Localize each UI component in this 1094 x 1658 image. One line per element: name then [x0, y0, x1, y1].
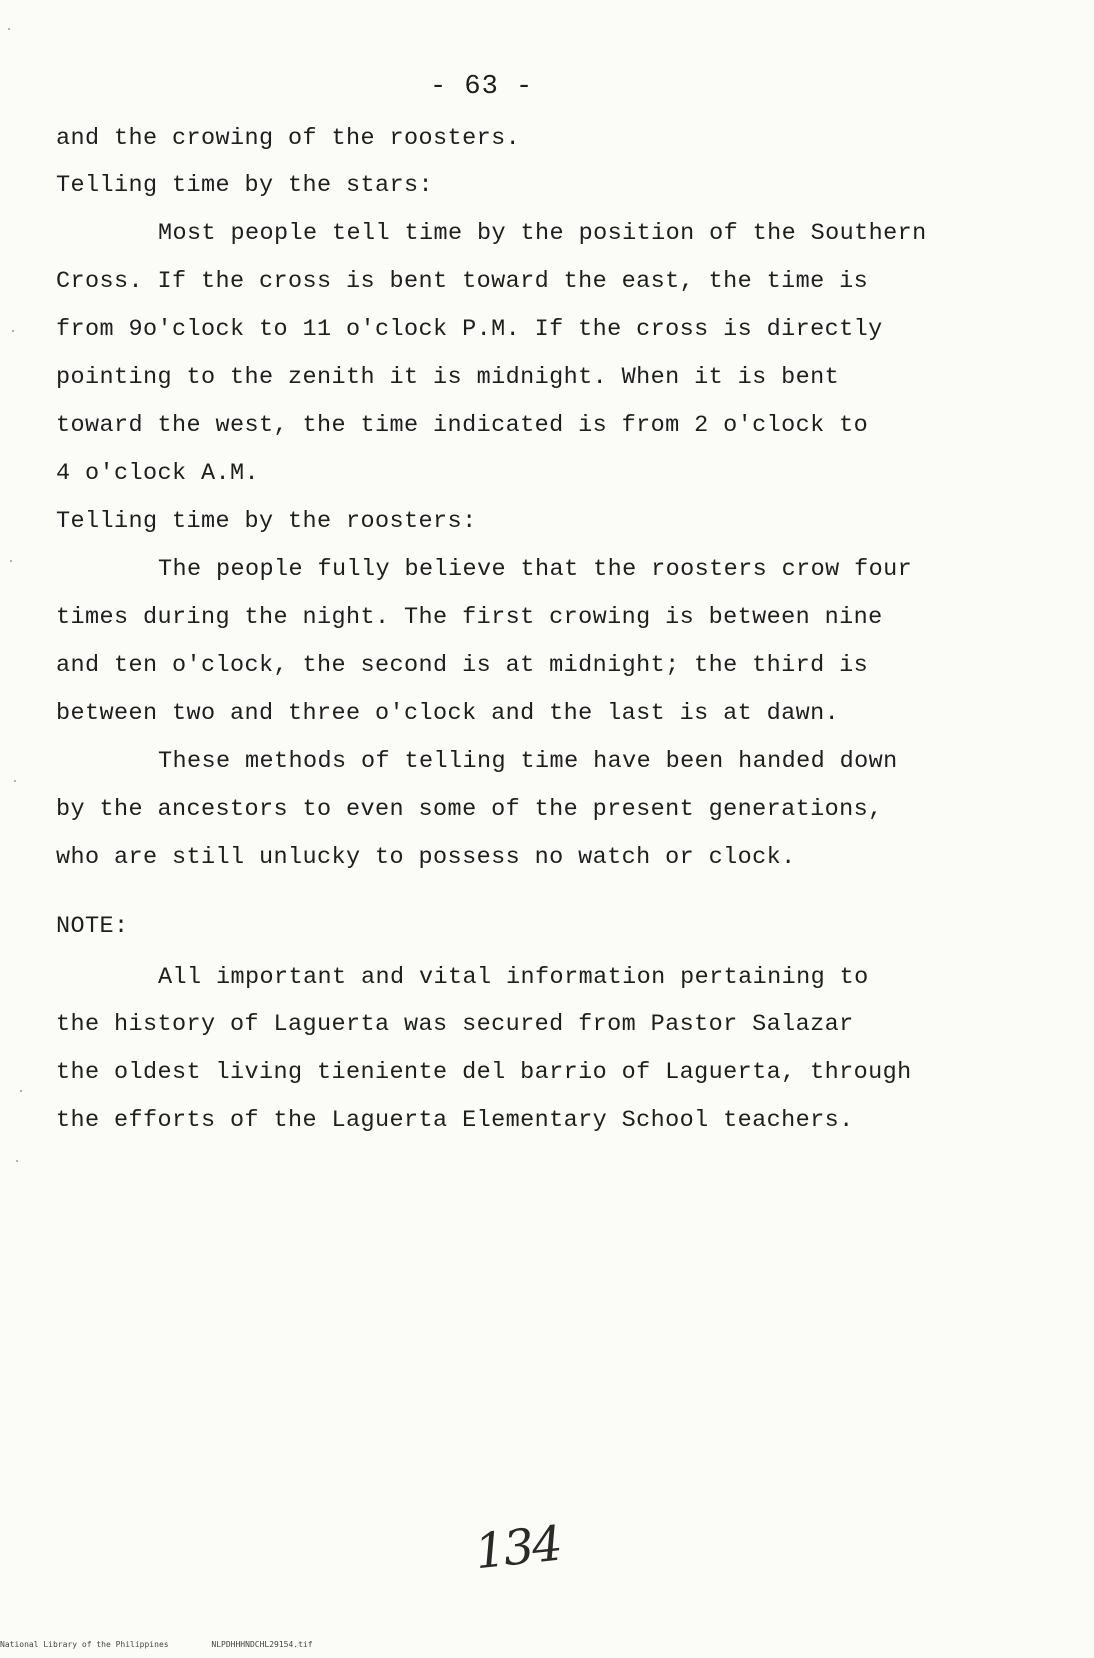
text-line: and ten o'clock, the second is at midnight; the third is	[56, 652, 869, 679]
text-line: Most people tell time by the position of the Southern	[158, 220, 927, 247]
note-heading: NOTE:	[56, 913, 129, 940]
text-line: Cross. If the cross is bent toward the east, the time is	[56, 268, 869, 295]
scan-speck	[8, 28, 10, 30]
footer-file-id: NLPDHHHNDCHL29154.tif	[211, 1640, 313, 1649]
footer-institution: National Library of the Philippines	[0, 1640, 169, 1649]
section-heading-stars: Telling time by the stars:	[56, 172, 434, 199]
text-line: These methods of telling time have been handed down	[158, 748, 898, 775]
scan-speck	[20, 1090, 22, 1092]
page-number: - 63 -	[430, 72, 534, 102]
scan-speck	[14, 780, 16, 782]
text-line: and the crowing of the roosters.	[56, 125, 521, 152]
text-line: the oldest living tieniente del barrio of Laguerta, through	[56, 1059, 912, 1086]
text-line: 4 o'clock A.M.	[56, 460, 260, 487]
section-heading-roosters: Telling time by the roosters:	[56, 508, 477, 535]
text-line: All important and vital information pertaining to	[158, 964, 869, 991]
text-line: The people fully believe that the roosters crow four	[158, 556, 913, 583]
text-line: pointing to the zenith it is midnight. When it is bent	[56, 364, 840, 391]
text-line: between two and three o'clock and the last is at dawn.	[56, 700, 840, 727]
text-line: times during the night. The first crowing is between nine	[56, 604, 883, 631]
text-line: from 9o'clock to 11 o'clock P.M. If the cross is directly	[56, 316, 883, 343]
text-line: who are still unlucky to possess no watch or clock.	[56, 844, 796, 871]
scan-footer	[0, 1640, 351, 1649]
text-line: the history of Laguerta was secured from Pastor Salazar	[56, 1011, 854, 1038]
scan-speck	[12, 330, 14, 332]
text-line: toward the west, the time indicated is from 2 o'clock to	[56, 412, 869, 439]
scan-speck	[16, 1160, 18, 1162]
handwritten-page-number: 134	[472, 1515, 564, 1581]
text-line: by the ancestors to even some of the present generations,	[56, 796, 883, 823]
text-line: the efforts of the Laguerta Elementary School teachers.	[56, 1107, 854, 1134]
scan-speck	[10, 560, 12, 562]
